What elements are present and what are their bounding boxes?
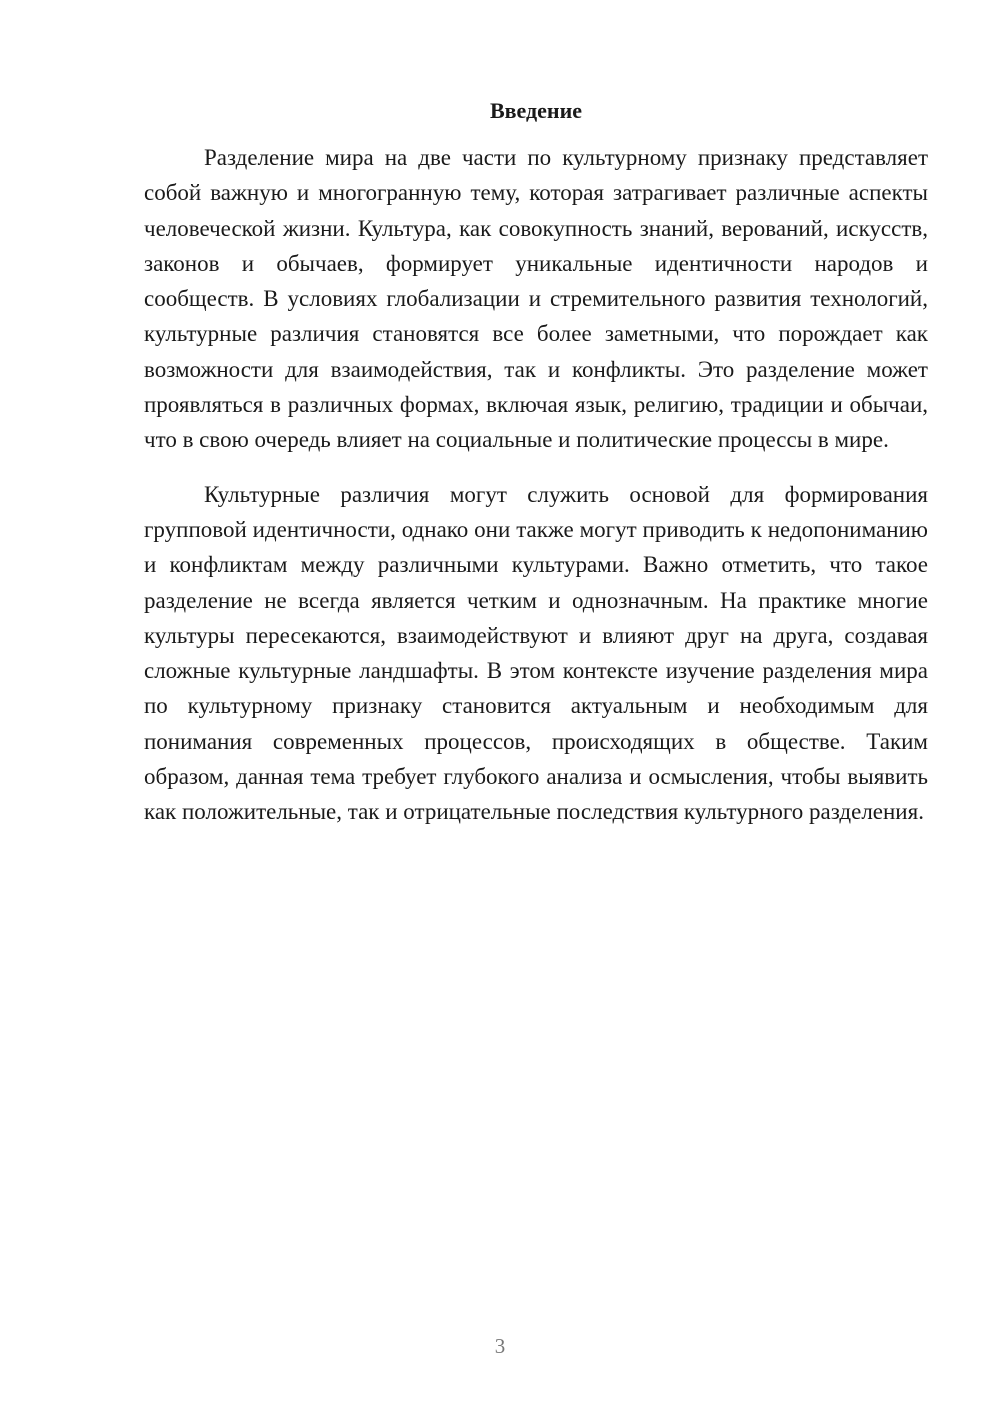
paragraph-2: Культурные различия могут служить основой для формирования групповой идентичности, однако они также могут приводить к недопониманию и конфликтам между различными культурами. Важно отметить, что такое разделение не всегда является четким и однозначным. На практике многие культуры пересекаются, взаимодействуют и влияют друг на друга, создавая сложные культурные ландшафты. В этом контексте изучение разделения мира по культурному признаку становится актуальным и необходимым для понимания современных процессов, происходящих в обществе. Таким образом, данная тема требует глубокого анализа и осмысления, чтобы выявить как положительные, так и отрицательные последствия культурного разделения. bbox=[144, 481, 928, 825]
page-content bbox=[144, 96, 928, 849]
page-number: 3 bbox=[494, 1334, 506, 1358]
section-title: Введение bbox=[489, 98, 583, 123]
paragraph-1: Разделение мира на две части по культурному признаку представляет собой важную и многогранную тему, которая затрагивает различные аспекты человеческой жизни. Культура, как совокупность знаний, верований, искусств, законов и обычаев, формирует уникальные идентичности народов и сообществ. В условиях глобализации и стремительного развития технологий, культурные различия становятся все более заметными, что порождает как возможности для взаимодействия, так и конфликты. Это разделение может проявляться в различных формах, включая язык, религию, традиции и обычаи, что в свою очередь влияет на социальные и политические процессы в мире. bbox=[144, 145, 928, 453]
